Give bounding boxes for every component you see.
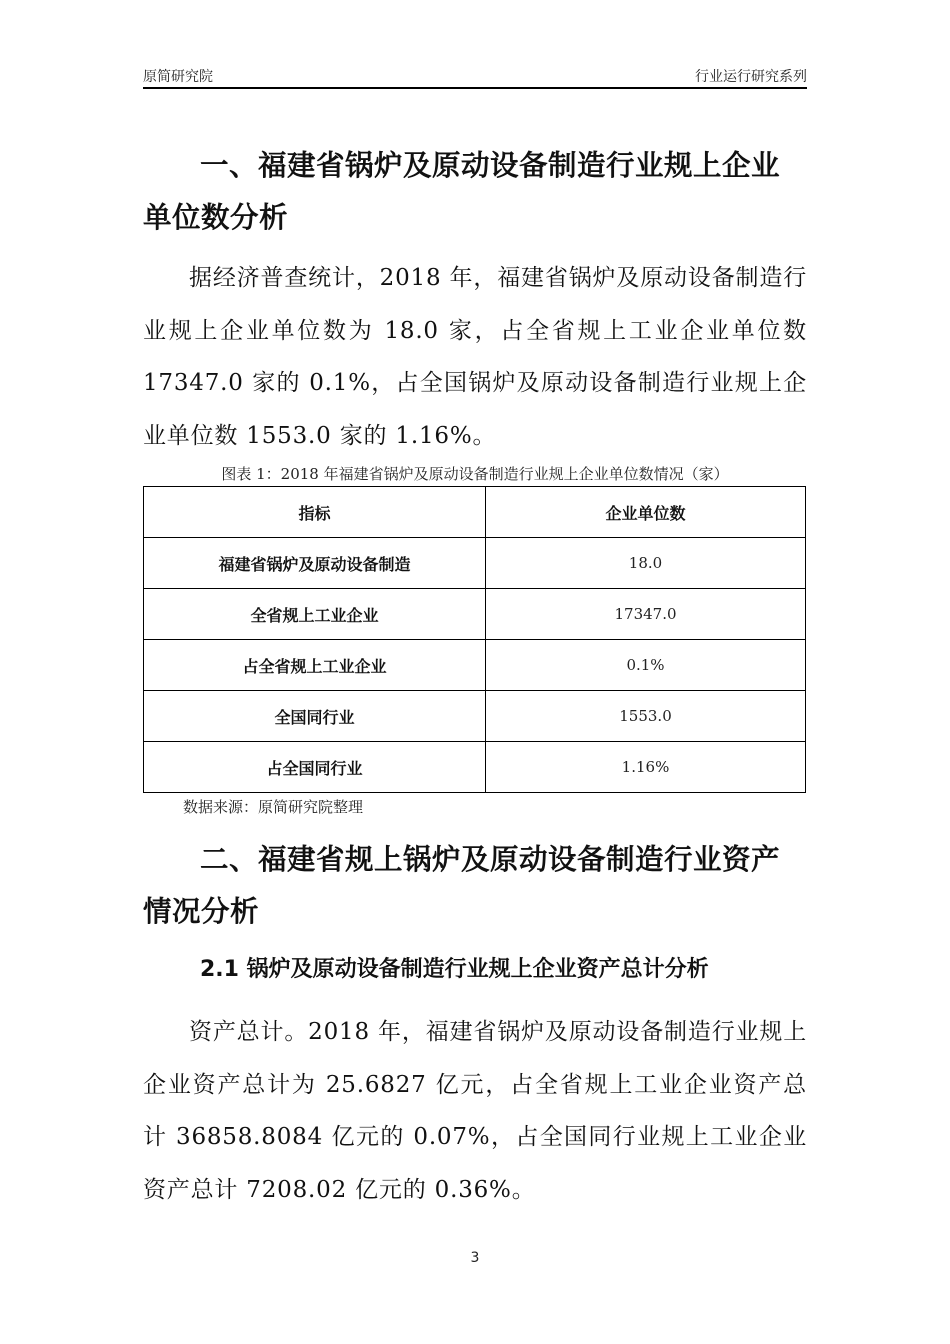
- section2-paragraph: 资产总计。2018 年，福建省锅炉及原动设备制造行业规上企业资产总计为 25.6827 亿元，占全省规上工业企业资产总计 36858.8084 亿元的 0.07%，占全国同行业规上工业企业资产总计 7208.02 亿元的 0.36%。: [143, 1019, 807, 1203]
- table-cell-label: 福建省锅炉及原动设备制造: [144, 538, 486, 589]
- table-row: [144, 538, 806, 589]
- table-cell-value: 18.0: [486, 538, 806, 589]
- page-number: 3: [470, 1250, 480, 1266]
- table-row: [144, 691, 806, 742]
- section2-title: 二、福建省规上锅炉及原动设备制造行业资产情况分析: [143, 843, 781, 928]
- table-row: [144, 589, 806, 640]
- table-cell-value: 17347.0: [486, 589, 806, 640]
- table-cell-value: 1.16%: [486, 742, 806, 793]
- table-header-row: [144, 487, 806, 538]
- page-header-left: 原简研究院: [143, 69, 213, 85]
- table-cell-label: 全国同行业: [144, 691, 486, 742]
- table-row: [144, 640, 806, 691]
- data-table: [143, 486, 806, 793]
- table-source: 数据来源：原简研究院整理: [183, 798, 364, 816]
- table-caption: 图表 1：2018 年福建省锅炉及原动设备制造行业规上企业单位数情况（家）: [221, 465, 729, 483]
- section1-title: 一、福建省锅炉及原动设备制造行业规上企业单位数分析: [143, 149, 781, 234]
- table-header-indicator: 指标: [144, 487, 486, 538]
- table-cell-value: 0.1%: [486, 640, 806, 691]
- table-row: [144, 742, 806, 793]
- header-rule: [143, 87, 807, 89]
- table-cell-label: 全省规上工业企业: [144, 589, 486, 640]
- table-cell-label: 占全国同行业: [144, 742, 486, 793]
- section2-subtitle: 2.1 锅炉及原动设备制造行业规上企业资产总计分析: [200, 957, 709, 982]
- table-cell-value: 1553.0: [486, 691, 806, 742]
- table-header-count: 企业单位数: [486, 487, 806, 538]
- table-cell-label: 占全省规上工业企业: [144, 640, 486, 691]
- page-header-right: 行业运行研究系列: [695, 69, 807, 85]
- section1-paragraph: 据经济普查统计，2018 年，福建省锅炉及原动设备制造行业规上企业单位数为 18.0 家，占全省规上工业企业单位数 17347.0 家的 0.1%，占全国锅炉及原动设备制造行业规上企业单位数 1553.0 家的 1.16%。: [143, 265, 807, 449]
